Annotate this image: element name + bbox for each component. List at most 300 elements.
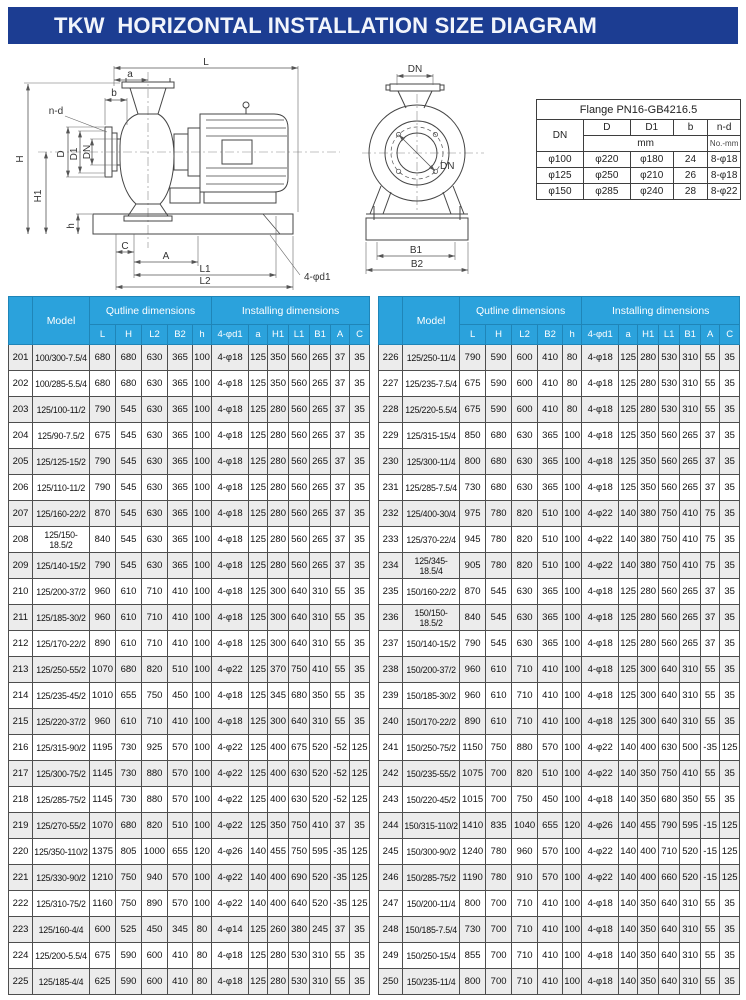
value-cell: 780 xyxy=(486,527,512,553)
value-cell: 925 xyxy=(142,735,168,761)
value-cell: 4-φ22 xyxy=(582,553,619,579)
value-cell: 4-φ18 xyxy=(582,891,619,917)
value-cell: 140 xyxy=(619,969,638,995)
value-cell: 700 xyxy=(486,917,512,943)
value-cell: 510 xyxy=(538,501,563,527)
value-cell: 880 xyxy=(142,761,168,787)
value-cell: 680 xyxy=(486,423,512,449)
value-cell: 125 xyxy=(720,865,740,891)
model-cell: 125/250-11/4 xyxy=(403,345,460,371)
col-B2: B2 xyxy=(538,325,563,345)
value-cell: 140 xyxy=(619,865,638,891)
value-cell: 960 xyxy=(512,839,538,865)
value-cell: 4-φ22 xyxy=(582,735,619,761)
value-cell: 675 xyxy=(460,371,486,397)
table-row xyxy=(9,579,370,605)
value-cell: 655 xyxy=(168,839,193,865)
value-cell: 265 xyxy=(310,527,331,553)
col-H: H xyxy=(486,325,512,345)
row-number: 202 xyxy=(9,371,33,397)
row-number: 221 xyxy=(9,865,33,891)
value-cell: 37 xyxy=(331,501,350,527)
dim-DN: DN xyxy=(82,144,93,160)
row-number: 214 xyxy=(9,683,33,709)
value-cell: 410 xyxy=(310,657,331,683)
dim-4-d1: 4-φd1 xyxy=(304,272,331,283)
table-row xyxy=(379,449,740,475)
value-cell: 125 xyxy=(619,475,638,501)
value-cell: 35 xyxy=(720,579,740,605)
value-cell: 125 xyxy=(249,475,268,501)
model-cell: φ250 xyxy=(583,168,630,184)
value-cell: 35 xyxy=(350,345,370,371)
model-cell: 125/160-22/2 xyxy=(33,501,90,527)
value-cell: 790 xyxy=(659,813,680,839)
value-cell: 400 xyxy=(268,735,289,761)
value-cell: 35 xyxy=(720,761,740,787)
value-cell: 310 xyxy=(680,397,701,423)
value-cell: 640 xyxy=(289,709,310,735)
table-row xyxy=(379,917,740,943)
value-cell: 37 xyxy=(331,345,350,371)
model-cell: 125/345-18.5/4 xyxy=(403,553,460,579)
value-cell: 640 xyxy=(659,943,680,969)
value-cell: 820 xyxy=(142,657,168,683)
value-cell: 410 xyxy=(538,657,563,683)
value-cell: 125 xyxy=(619,579,638,605)
dim-L1: L1 xyxy=(199,264,211,275)
model-cell: 100/300-7.5/4 xyxy=(33,345,90,371)
value-cell: 140 xyxy=(249,891,268,917)
row-number: 218 xyxy=(9,787,33,813)
value-cell: 750 xyxy=(512,787,538,813)
value-cell: 560 xyxy=(289,449,310,475)
row-number: 203 xyxy=(9,397,33,423)
value-cell: 35 xyxy=(350,631,370,657)
flange-col-dn: DN xyxy=(537,120,584,152)
value-cell: 265 xyxy=(680,449,701,475)
row-number: 226 xyxy=(379,345,403,371)
size-table-right xyxy=(378,296,740,995)
value-cell: 750 xyxy=(289,813,310,839)
value-cell: 4-φ18 xyxy=(582,969,619,995)
model-cell: 125/160-4/4 xyxy=(33,917,90,943)
dim-n-d: n-d xyxy=(48,106,64,117)
value-cell: φ240 xyxy=(630,184,673,200)
value-cell: 265 xyxy=(310,449,331,475)
row-number: 212 xyxy=(9,631,33,657)
dim-B2: B2 xyxy=(410,259,424,270)
value-cell: 140 xyxy=(619,891,638,917)
value-cell: 800 xyxy=(460,969,486,995)
row-number: 213 xyxy=(9,657,33,683)
col-B1: B1 xyxy=(310,325,331,345)
flange-col-b: b xyxy=(673,120,708,136)
value-cell: 140 xyxy=(619,813,638,839)
flange-unit-no-mm: No.-mm xyxy=(708,136,741,152)
value-cell: 35 xyxy=(720,787,740,813)
value-cell: 100 xyxy=(193,631,212,657)
value-cell: 410 xyxy=(680,553,701,579)
table-row xyxy=(379,735,740,761)
model-cell: 125/125-15/2 xyxy=(33,449,90,475)
value-cell: 100 xyxy=(193,527,212,553)
value-cell: 120 xyxy=(193,839,212,865)
value-cell: 750 xyxy=(289,657,310,683)
value-cell: 1070 xyxy=(90,813,116,839)
table-row xyxy=(379,553,740,579)
value-cell: 410 xyxy=(310,813,331,839)
value-cell: 710 xyxy=(512,657,538,683)
value-cell: 780 xyxy=(486,553,512,579)
row-number: 246 xyxy=(379,865,403,891)
dim-L: L xyxy=(203,57,209,68)
pump-front-view-drawing xyxy=(356,56,540,294)
value-cell: 100 xyxy=(193,345,212,371)
value-cell: 630 xyxy=(512,579,538,605)
value-cell: 400 xyxy=(638,735,659,761)
value-cell: 570 xyxy=(538,839,563,865)
value-cell: 125 xyxy=(619,683,638,709)
value-cell: 600 xyxy=(512,345,538,371)
model-cell: 150/250-15/4 xyxy=(403,943,460,969)
value-cell: 125 xyxy=(249,371,268,397)
install-group-header: Installing dimensions xyxy=(212,297,370,325)
value-cell: 265 xyxy=(310,475,331,501)
table-row xyxy=(379,943,740,969)
value-cell: 835 xyxy=(486,813,512,839)
value-cell: 4-φ18 xyxy=(212,501,249,527)
value-cell: 570 xyxy=(168,761,193,787)
value-cell: 4-φ22 xyxy=(582,527,619,553)
row-number: 237 xyxy=(379,631,403,657)
value-cell: 560 xyxy=(289,501,310,527)
value-cell: 280 xyxy=(268,449,289,475)
value-cell: 345 xyxy=(168,917,193,943)
value-cell: 1010 xyxy=(90,683,116,709)
value-cell: 55 xyxy=(701,657,720,683)
value-cell: 680 xyxy=(90,345,116,371)
page-title xyxy=(8,7,738,44)
value-cell: 630 xyxy=(142,449,168,475)
table-row xyxy=(9,761,370,787)
value-cell: 450 xyxy=(168,683,193,709)
value-cell: 310 xyxy=(680,891,701,917)
value-cell: 710 xyxy=(512,683,538,709)
value-cell: 265 xyxy=(310,371,331,397)
value-cell: 1070 xyxy=(90,657,116,683)
model-cell: 150/140-15/2 xyxy=(403,631,460,657)
model-cell: φ220 xyxy=(583,152,630,168)
value-cell: 37 xyxy=(701,449,720,475)
value-cell: 55 xyxy=(331,943,350,969)
value-cell: 280 xyxy=(638,579,659,605)
model-header: Model xyxy=(33,297,90,345)
value-cell: 37 xyxy=(331,553,350,579)
value-cell: 80 xyxy=(563,345,582,371)
row-number: 243 xyxy=(379,787,403,813)
value-cell: 100 xyxy=(193,709,212,735)
value-cell: 37 xyxy=(331,813,350,839)
value-cell: 55 xyxy=(701,683,720,709)
table-row xyxy=(379,423,740,449)
value-cell: 125 xyxy=(720,813,740,839)
value-cell: 4-φ18 xyxy=(212,371,249,397)
flange-table-title: Flange PN16-GB4216.5 xyxy=(537,100,741,120)
value-cell: 55 xyxy=(701,709,720,735)
value-cell: 35 xyxy=(350,423,370,449)
value-cell: 100 xyxy=(193,787,212,813)
value-cell: 35 xyxy=(350,553,370,579)
table-row xyxy=(9,683,370,709)
value-cell: 125 xyxy=(249,449,268,475)
value-cell: 1075 xyxy=(460,761,486,787)
row-number: 248 xyxy=(379,917,403,943)
model-cell: 125/110-11/2 xyxy=(33,475,90,501)
value-cell: 125 xyxy=(249,943,268,969)
value-cell: 380 xyxy=(638,527,659,553)
row-number: 217 xyxy=(9,761,33,787)
value-cell: 100 xyxy=(563,709,582,735)
flange-col-d: D xyxy=(583,120,630,136)
value-cell: 410 xyxy=(168,605,193,631)
value-cell: 100 xyxy=(563,423,582,449)
value-cell: 300 xyxy=(268,631,289,657)
model-cell: 125/170-22/2 xyxy=(33,631,90,657)
value-cell: 35 xyxy=(720,501,740,527)
value-cell: 590 xyxy=(486,345,512,371)
value-cell: 265 xyxy=(680,631,701,657)
value-cell: 4-φ18 xyxy=(582,605,619,631)
value-cell: 310 xyxy=(680,345,701,371)
table-row xyxy=(537,152,741,168)
value-cell: 520 xyxy=(310,787,331,813)
value-cell: 125 xyxy=(350,761,370,787)
value-cell: 4-φ18 xyxy=(582,449,619,475)
value-cell: 125 xyxy=(350,735,370,761)
value-cell: 890 xyxy=(90,631,116,657)
value-cell: 640 xyxy=(289,579,310,605)
model-cell: 125/220-37/2 xyxy=(33,709,90,735)
value-cell: 140 xyxy=(619,735,638,761)
value-cell: 530 xyxy=(659,397,680,423)
value-cell: 350 xyxy=(268,345,289,371)
value-cell: 350 xyxy=(638,787,659,813)
row-number: φ125 xyxy=(537,168,584,184)
value-cell: 55 xyxy=(331,683,350,709)
table-row xyxy=(9,813,370,839)
value-cell: 410 xyxy=(168,969,193,995)
value-cell: 55 xyxy=(701,397,720,423)
value-cell: -15 xyxy=(701,813,720,839)
value-cell: 790 xyxy=(90,449,116,475)
value-cell: 1000 xyxy=(142,839,168,865)
value-cell: 125 xyxy=(619,449,638,475)
row-number: 201 xyxy=(9,345,33,371)
value-cell: 350 xyxy=(638,917,659,943)
model-cell: 100/285-5.5/4 xyxy=(33,371,90,397)
value-cell: 630 xyxy=(142,553,168,579)
value-cell: 365 xyxy=(168,501,193,527)
value-cell: 530 xyxy=(659,371,680,397)
value-cell: 400 xyxy=(268,865,289,891)
value-cell: 675 xyxy=(460,397,486,423)
value-cell: 630 xyxy=(142,371,168,397)
value-cell: 35 xyxy=(350,683,370,709)
value-cell: 4-φ18 xyxy=(582,345,619,371)
value-cell: 125 xyxy=(249,345,268,371)
value-cell: -52 xyxy=(331,761,350,787)
value-cell: 140 xyxy=(619,787,638,813)
value-cell: φ180 xyxy=(630,152,673,168)
value-cell: 125 xyxy=(249,735,268,761)
value-cell: 4-φ18 xyxy=(582,683,619,709)
row-number: 208 xyxy=(9,527,33,553)
value-cell: 655 xyxy=(538,813,563,839)
model-cell: 125/350-110/2 xyxy=(33,839,90,865)
value-cell: 100 xyxy=(563,475,582,501)
value-cell: 310 xyxy=(680,371,701,397)
value-cell: 4-φ18 xyxy=(212,449,249,475)
dim-DN-diagonal: DN xyxy=(440,161,455,172)
value-cell: 675 xyxy=(90,943,116,969)
value-cell: 640 xyxy=(289,891,310,917)
value-cell: 380 xyxy=(289,917,310,943)
value-cell: 100 xyxy=(193,813,212,839)
value-cell: 4-φ18 xyxy=(212,943,249,969)
value-cell: 510 xyxy=(538,553,563,579)
value-cell: 790 xyxy=(90,397,116,423)
value-cell: 4-φ18 xyxy=(582,475,619,501)
dim-D: D xyxy=(56,150,67,158)
value-cell: 125 xyxy=(249,605,268,631)
table-row xyxy=(379,527,740,553)
row-number: 205 xyxy=(9,449,33,475)
row-number: 209 xyxy=(9,553,33,579)
value-cell: 730 xyxy=(460,917,486,943)
value-cell: 100 xyxy=(563,579,582,605)
value-cell: 750 xyxy=(116,891,142,917)
value-cell: 35 xyxy=(720,917,740,943)
value-cell: 310 xyxy=(680,969,701,995)
value-cell: 310 xyxy=(310,709,331,735)
model-cell: 150/170-22/2 xyxy=(403,709,460,735)
table-row xyxy=(379,839,740,865)
value-cell: 35 xyxy=(720,683,740,709)
row-number: 235 xyxy=(379,579,403,605)
col-H1: H1 xyxy=(268,325,289,345)
table-row xyxy=(9,371,370,397)
value-cell: 1160 xyxy=(90,891,116,917)
value-cell: 120 xyxy=(563,813,582,839)
value-cell: 4-φ18 xyxy=(582,917,619,943)
value-cell: 24 xyxy=(673,152,708,168)
value-cell: 530 xyxy=(659,345,680,371)
value-cell: 630 xyxy=(142,501,168,527)
value-cell: 750 xyxy=(659,553,680,579)
value-cell: 560 xyxy=(659,579,680,605)
value-cell: 630 xyxy=(289,761,310,787)
value-cell: 700 xyxy=(486,787,512,813)
dim-L2: L2 xyxy=(199,276,211,287)
value-cell: 520 xyxy=(310,891,331,917)
value-cell: 100 xyxy=(193,501,212,527)
table-row xyxy=(9,527,370,553)
row-number: φ150 xyxy=(537,184,584,200)
value-cell: 4-φ22 xyxy=(212,813,249,839)
value-cell: 365 xyxy=(168,423,193,449)
value-cell: 560 xyxy=(289,527,310,553)
value-cell: 4-φ18 xyxy=(582,579,619,605)
value-cell: 125 xyxy=(619,345,638,371)
col-L1: L1 xyxy=(289,325,310,345)
value-cell: 610 xyxy=(486,683,512,709)
value-cell: 510 xyxy=(538,761,563,787)
value-cell: 100 xyxy=(193,683,212,709)
value-cell: 55 xyxy=(331,605,350,631)
value-cell: 100 xyxy=(193,761,212,787)
value-cell: 1145 xyxy=(90,787,116,813)
value-cell: 905 xyxy=(460,553,486,579)
value-cell: 820 xyxy=(512,501,538,527)
value-cell: 37 xyxy=(331,917,350,943)
value-cell: 100 xyxy=(193,579,212,605)
value-cell: 690 xyxy=(289,865,310,891)
flange-col-nd: n-d xyxy=(708,120,741,136)
value-cell: 4-φ22 xyxy=(212,761,249,787)
value-cell: 850 xyxy=(460,423,486,449)
value-cell: 280 xyxy=(638,397,659,423)
value-cell: 100 xyxy=(563,553,582,579)
value-cell: 510 xyxy=(538,527,563,553)
value-cell: 37 xyxy=(701,631,720,657)
value-cell: 35 xyxy=(720,891,740,917)
table-row xyxy=(379,345,740,371)
value-cell: 100 xyxy=(193,735,212,761)
value-cell: 4-φ18 xyxy=(212,345,249,371)
value-cell: 100 xyxy=(193,397,212,423)
value-cell: 80 xyxy=(193,969,212,995)
value-cell: 35 xyxy=(720,397,740,423)
value-cell: 35 xyxy=(720,969,740,995)
value-cell: 840 xyxy=(90,527,116,553)
value-cell: 365 xyxy=(168,449,193,475)
model-cell: 150/150-18.5/2 xyxy=(403,605,460,631)
value-cell: 100 xyxy=(563,683,582,709)
value-cell: 975 xyxy=(460,501,486,527)
table-row xyxy=(379,475,740,501)
value-cell: 450 xyxy=(142,917,168,943)
value-cell: 55 xyxy=(701,891,720,917)
table-row xyxy=(9,553,370,579)
value-cell: 640 xyxy=(659,969,680,995)
value-cell: 4-φ22 xyxy=(582,839,619,865)
value-cell: 750 xyxy=(142,683,168,709)
value-cell: 1210 xyxy=(90,865,116,891)
value-cell: 80 xyxy=(193,917,212,943)
value-cell: 410 xyxy=(680,761,701,787)
value-cell: 55 xyxy=(331,579,350,605)
value-cell: 4-φ18 xyxy=(212,969,249,995)
outline-group-header: Qutline dimensions xyxy=(460,297,582,325)
value-cell: 28 xyxy=(673,184,708,200)
value-cell: 1195 xyxy=(90,735,116,761)
value-cell: 410 xyxy=(168,709,193,735)
value-cell: 510 xyxy=(168,813,193,839)
value-cell: 710 xyxy=(512,969,538,995)
value-cell: 410 xyxy=(538,397,563,423)
value-cell: 945 xyxy=(460,527,486,553)
